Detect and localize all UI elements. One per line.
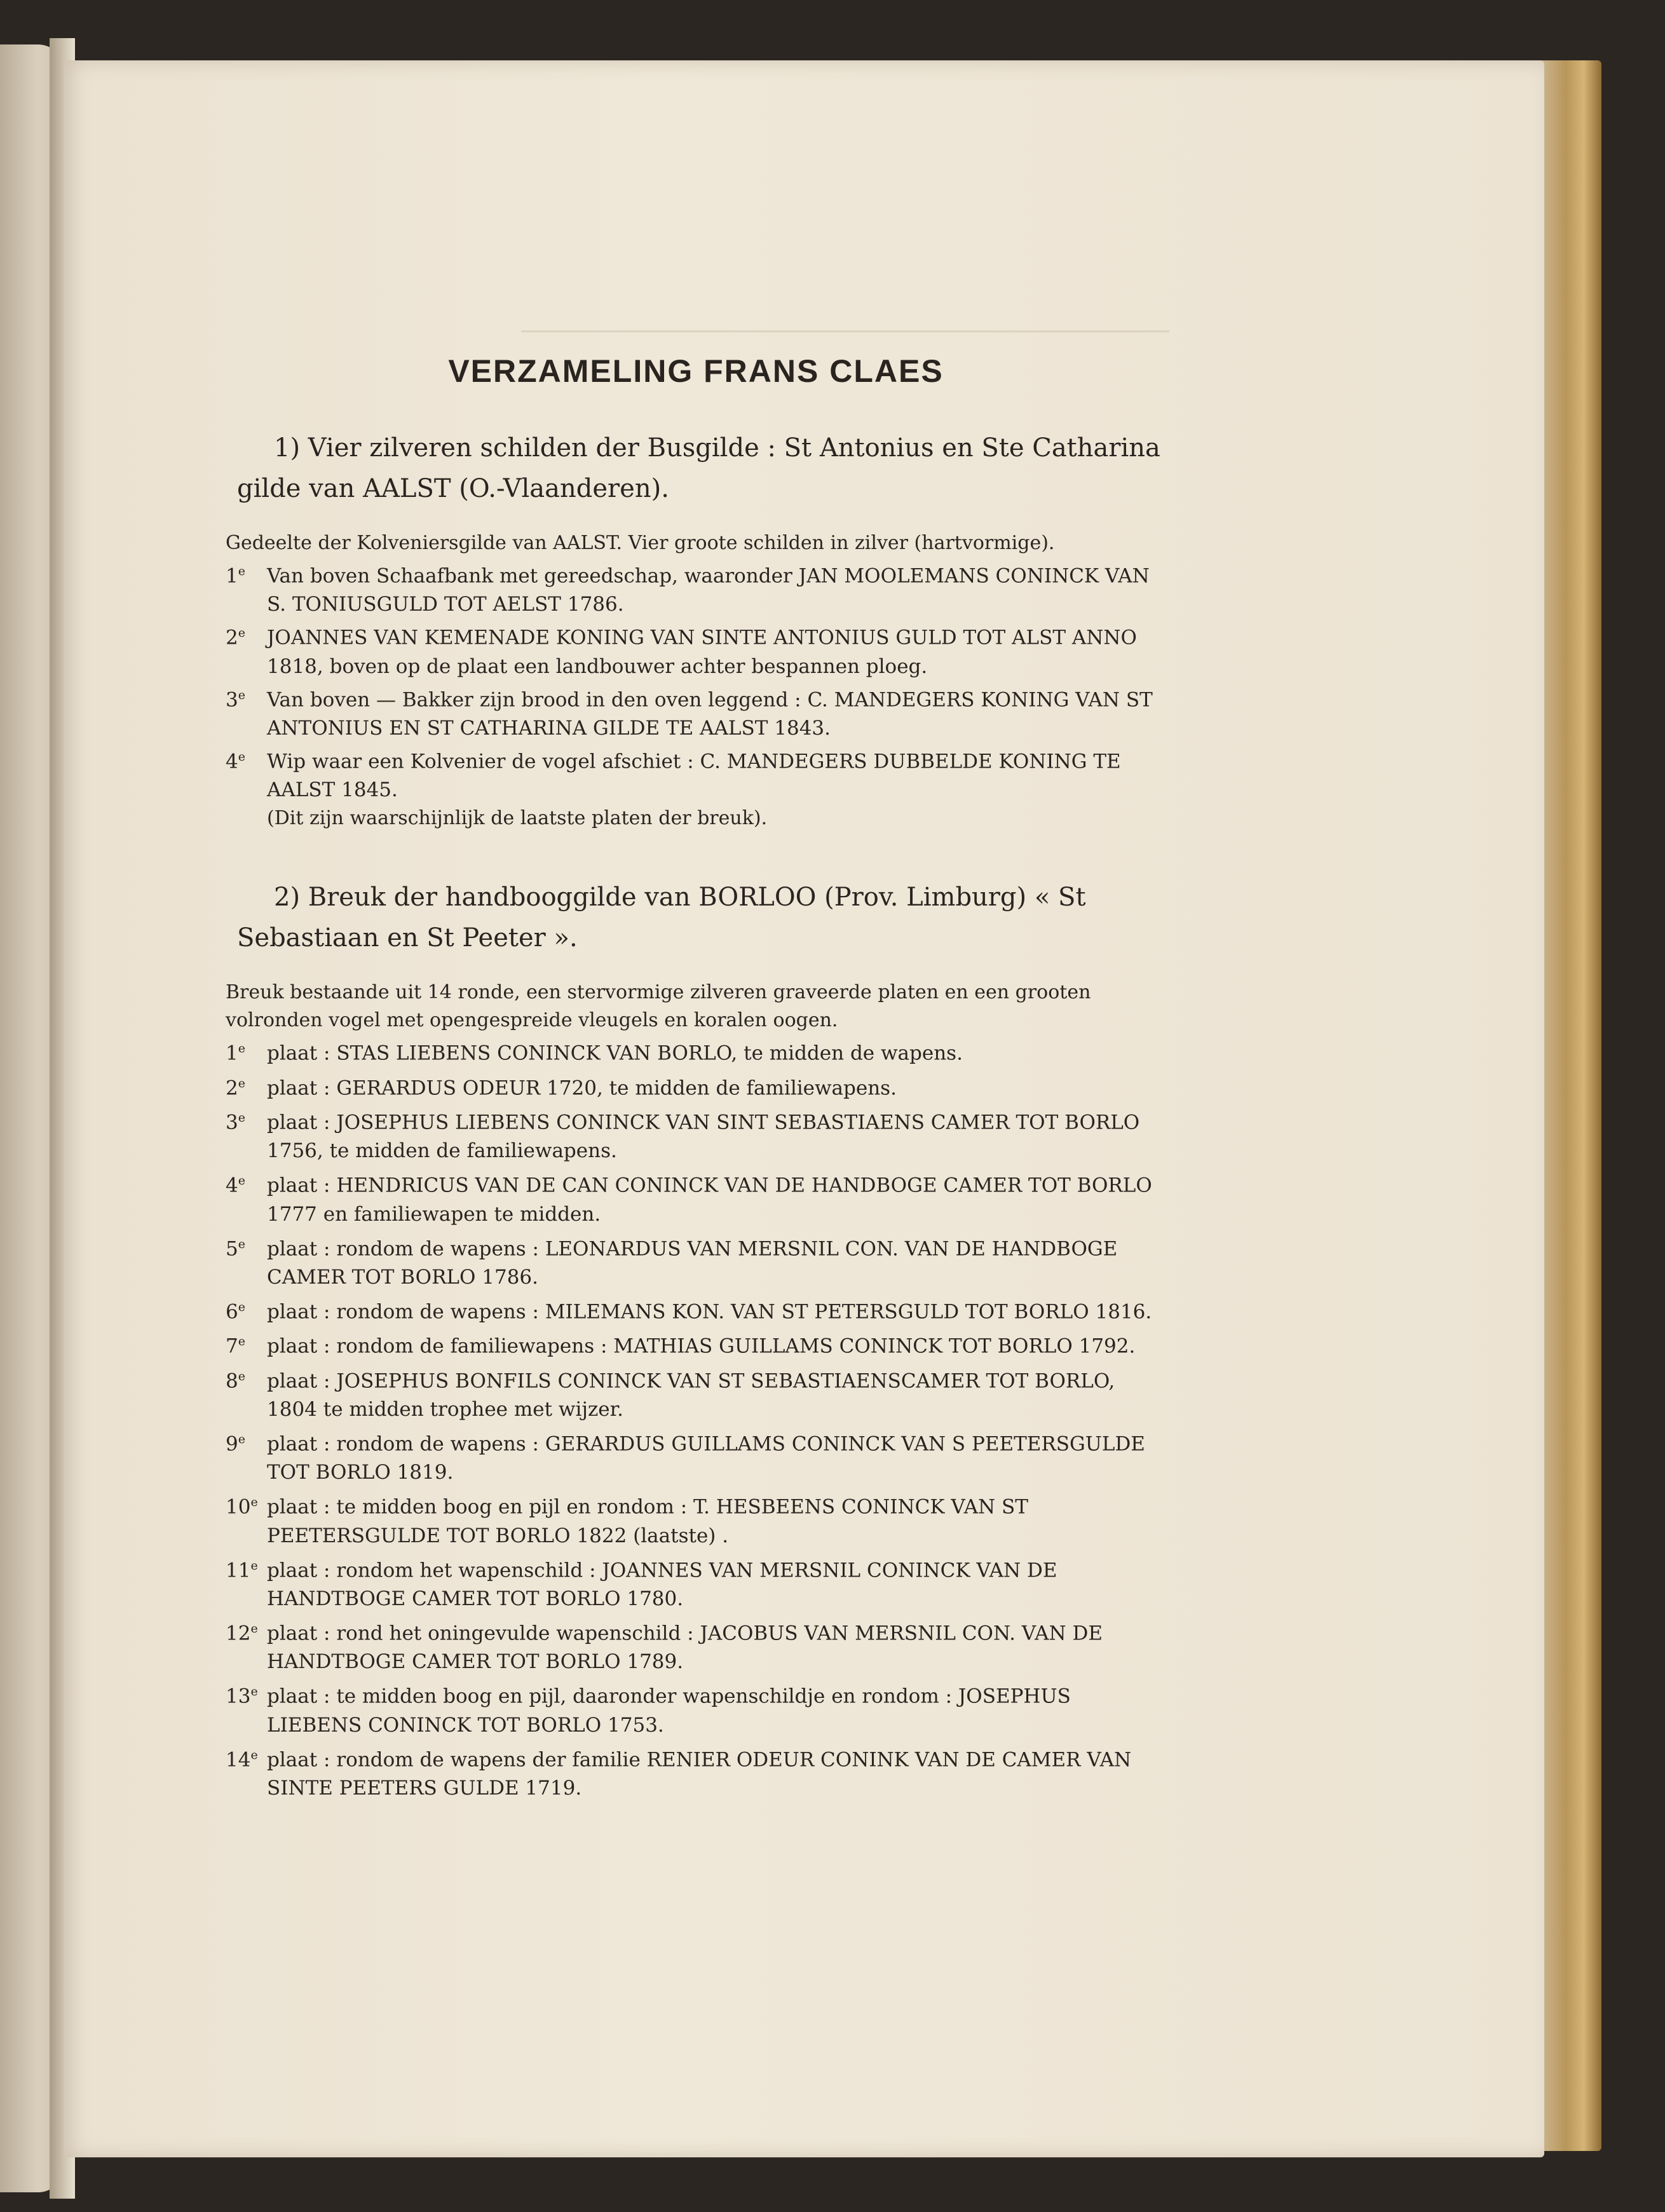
faint-show-through-rule [521,330,1169,332]
list-item: 12e plaat : rond het oningevulde wapenschild : JACOBUS VAN MERSNIL CON. VAN DE HANDTBOGE CAMER TOT BORLO 1789. [226,1621,1103,1674]
plate-list [226,1035,1166,1803]
list-item: 4e plaat : HENDRICUS VAN DE CAN CONINCK VAN DE HANDBOGE CAMER TOT BORLO 1777 en familiewapen te midden. [226,1174,1152,1226]
section-intro: Gedeelte der Kolveniersgilde van AALST. Vier groote schilden in zilver (hartvormige). [226,532,1055,554]
section-note: (Dit zijn waarschijnlijk de laatste platen der breuk). [267,807,768,830]
list-item: 2e plaat : GERARDUS ODEUR 1720, te midden de familiewapens. [226,1076,897,1099]
section-heading: 2) Breuk der handbooggilde van BORLOO (Prov. Limburg) « St Sebastiaan en St Peeter ». [237,883,1086,953]
list-item: 11e plaat : rondom het wapenschild : JOANNES VAN MERSNIL CONINCK VAN DE HANDTBOGE CAMER TOT BORLO 1780. [226,1558,1057,1610]
section-heading: 1) Vier zilveren schilden der Busgilde : St Antonius en Ste Catharina gilde van AALST (O.-Vlaanderen). [237,433,1160,503]
page-content [226,353,1166,1847]
shield-list [226,557,1166,832]
list-item: 9e plaat : rondom de wapens : GERARDUS GUILLAMS CONINCK VAN S PEETERSGULDE TOT BORLO 1819. [226,1432,1145,1484]
list-item: 3e Van boven — Bakker zijn brood in den oven leggend : C. MANDEGERS KONING VAN ST ANTONIUS EN ST CATHARINA GILDE TE AALST 1843. [226,688,1153,740]
section-borloo [226,877,1166,1803]
list-item: 13e plaat : te midden boog en pijl, daaronder wapenschildje en rondom : JOSEPHUS LIEBENS CONINCK TOT BORLO 1753. [226,1685,1071,1737]
list-item: 3e plaat : JOSEPHUS LIEBENS CONINCK VAN SINT SEBASTIAENS CAMER TOT BORLO 1756, te midden de familiewapens. [226,1110,1140,1163]
list-item: 14e plaat : rondom de wapens der familie RENIER ODEUR CONINK VAN DE CAMER VAN SINTE PEETERS GULDE 1719. [226,1747,1132,1800]
list-item: 10e plaat : te midden boog en pijl en rondom : T. HESBEENS CONINCK VAN ST PEETERSGULDE TOT BORLO 1822 (laatste) . [226,1495,1028,1547]
list-item: 7e plaat : rondom de familiewapens : MATHIAS GUILLAMS CONINCK TOT BORLO 1792. [226,1334,1136,1358]
list-item: 8e plaat : JOSEPHUS BONFILS CONINCK VAN ST SEBASTIAENSCAMER TOT BORLO, 1804 te midden trophee met wijzer. [226,1369,1115,1421]
list-item: 2e JOANNES VAN KEMENADE KONING VAN SINTE ANTONIUS GULD TOT ALST ANNO 1818, boven op de plaat een landbouwer achter bespannen ploeg. [226,626,1137,678]
section-intro: Breuk bestaande uit 14 ronde, een stervormige zilveren graveerde platen en een grooten volronden vogel met opengespreide vleugels en koralen oogen. [226,981,1091,1032]
list-item: 1e plaat : STAS LIEBENS CONINCK VAN BORLO, te midden de wapens. [226,1042,963,1065]
list-item: 1e Van boven Schaafbank met gereedschap, waaronder JAN MOOLEMANS CONINCK VAN S. TONIUSGULD TOT AELST 1786. [226,564,1150,616]
list-item: 6e plaat : rondom de wapens : MILEMANS KON. VAN ST PETERSGULD TOT BORLO 1816. [226,1299,1152,1324]
section-aalst [226,428,1166,832]
list-item: 4e Wip waar een Kolvenier de vogel afschiet : C. MANDEGERS DUBBELDE KONING TE AALST 1845. [226,749,1121,802]
list-item: 5e plaat : rondom de wapens : LEONARDUS VAN MERSNIL CON. VAN DE HANDBOGE CAMER TOT BORLO 1786. [226,1237,1118,1289]
page-title: VERZAMELING FRANS CLAES [448,353,944,389]
